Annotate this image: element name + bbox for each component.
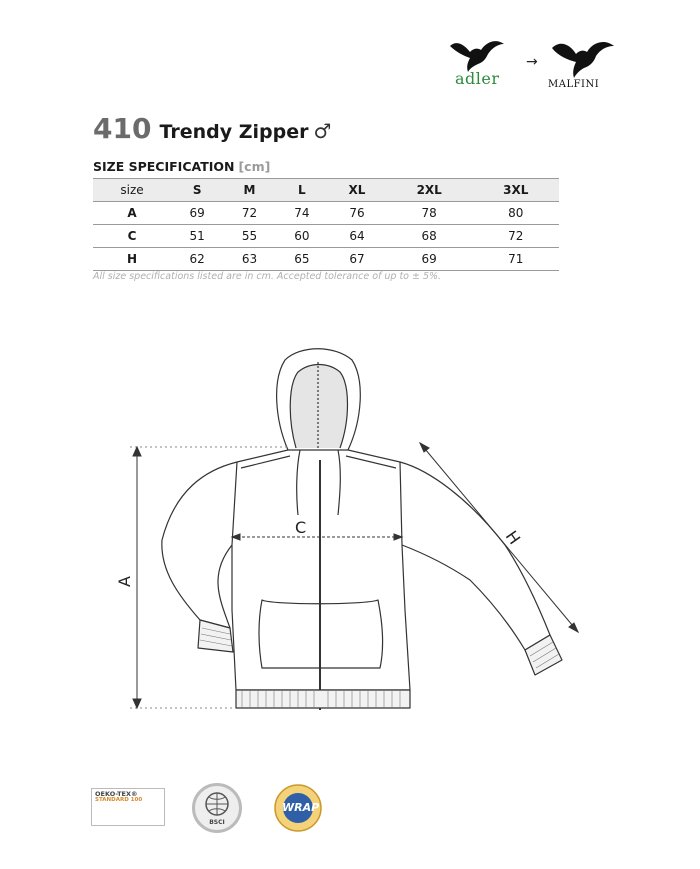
left-cuff — [198, 620, 233, 652]
brand-logos — [444, 36, 624, 96]
table-cell: 78 — [386, 202, 473, 225]
oeko-tex-name: OEKO-TEX® — [95, 790, 138, 798]
size-spec-heading — [93, 159, 270, 174]
table-row — [93, 225, 559, 248]
size-spec-unit: [cm] — [238, 159, 271, 174]
arrow-icon: → — [526, 54, 538, 70]
table-cell: 55 — [223, 225, 275, 248]
table-cell: 80 — [472, 202, 559, 225]
table-row — [93, 248, 559, 271]
dimension-line-h — [420, 443, 578, 632]
dimension-label-h: H — [501, 527, 525, 548]
eagle-icon — [550, 38, 616, 78]
table-cell: 51 — [171, 225, 223, 248]
left-sleeve — [162, 462, 237, 628]
adler-logo — [444, 36, 514, 96]
column-header: 2XL — [386, 179, 473, 202]
bsci-badge — [192, 783, 242, 833]
table-cell: 65 — [276, 248, 328, 271]
table-header-row — [93, 179, 559, 202]
table-cell: 63 — [223, 248, 275, 271]
table-cell: 60 — [276, 225, 328, 248]
wrap-badge — [268, 783, 328, 833]
column-header: XL — [328, 179, 386, 202]
dimension-label-a: A — [114, 576, 134, 587]
column-header: S — [171, 179, 223, 202]
eagle-icon — [448, 38, 506, 72]
column-header: M — [223, 179, 275, 202]
table-cell: 62 — [171, 248, 223, 271]
dimension-label-c: C — [295, 518, 307, 537]
drawstring-right — [338, 450, 340, 515]
size-spec-title: SIZE SPECIFICATION — [93, 159, 235, 174]
wrap-label: WRAP — [282, 801, 320, 814]
table-cell: 64 — [328, 225, 386, 248]
product-name: Trendy Zipper — [159, 121, 309, 143]
row-label: C — [93, 225, 171, 248]
malfini-wordmark: MALFINI — [548, 79, 600, 90]
right-cuff — [525, 635, 562, 675]
table-cell: 76 — [328, 202, 386, 225]
hoodie-diagram — [115, 340, 595, 720]
table-cell: 69 — [171, 202, 223, 225]
drawstring-left — [297, 450, 300, 515]
row-label: A — [93, 202, 171, 225]
male-gender-icon: ♂ — [313, 119, 332, 143]
table-cell: 72 — [472, 225, 559, 248]
right-sleeve — [400, 462, 550, 650]
oeko-tex-standard: STANDARD 100 — [95, 797, 143, 803]
table-cell: 74 — [276, 202, 328, 225]
column-header-size: size — [93, 179, 171, 202]
oeko-tex-badge — [91, 788, 165, 826]
table-cell: 67 — [328, 248, 386, 271]
table-cell: 72 — [223, 202, 275, 225]
product-code: 410 — [93, 112, 152, 145]
column-header: L — [276, 179, 328, 202]
bsci-label: BSCI — [209, 819, 225, 826]
malfini-logo — [548, 36, 628, 96]
table-cell: 68 — [386, 225, 473, 248]
table-row — [93, 202, 559, 225]
row-label: H — [93, 248, 171, 271]
column-header: 3XL — [472, 179, 559, 202]
table-cell: 71 — [472, 248, 559, 271]
table-cell: 69 — [386, 248, 473, 271]
product-title — [93, 112, 331, 145]
hood-inner — [290, 365, 347, 449]
tolerance-note: All size specifications listed are in cm. Accepted tolerance of up to ± 5%. — [93, 271, 442, 282]
size-table — [93, 178, 559, 271]
adler-wordmark: adler — [455, 69, 500, 88]
